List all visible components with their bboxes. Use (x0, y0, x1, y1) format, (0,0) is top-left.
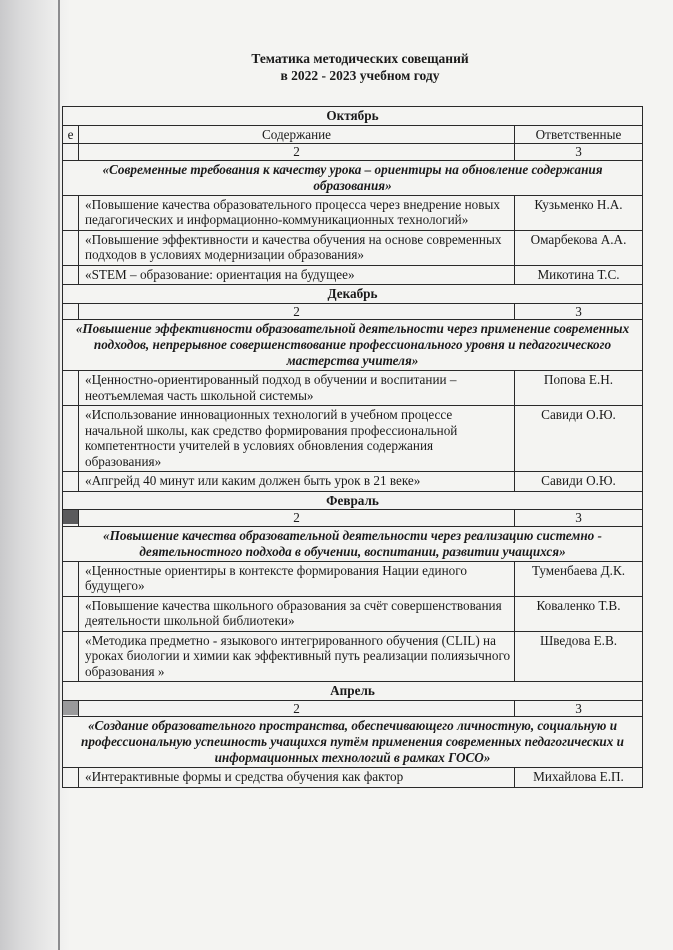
number-cell (63, 144, 79, 161)
topic-row (63, 265, 643, 285)
responsible-column-number: 3 (515, 303, 643, 320)
column-number-row (63, 700, 643, 717)
responsible-column-number: 3 (515, 510, 643, 527)
title-line-1: Тематика методических совещаний (251, 51, 469, 66)
topic-text: «Интерактивные формы и средства обучения как фактор (79, 768, 515, 788)
page-fold-line (58, 0, 60, 950)
topic-row (63, 561, 643, 596)
number-cell (63, 631, 79, 682)
topic-row (63, 230, 643, 265)
responsible-person: Туменбаева Д.К. (515, 561, 643, 596)
number-cell (63, 303, 79, 320)
responsible-person: Шведова Е.В. (515, 631, 643, 682)
topic-text: «STEM – образование: ориентация на будущее» (79, 265, 515, 285)
responsible-person: Омарбекова А.А. (515, 230, 643, 265)
topic-text: «Ценностные ориентиры в контексте формирования Нации единого будущего» (79, 561, 515, 596)
content-column-number: 2 (79, 700, 515, 717)
topic-row (63, 371, 643, 406)
column-number-row (63, 303, 643, 320)
responsible-person: Савиди О.Ю. (515, 406, 643, 472)
number-cell (63, 561, 79, 596)
number-cell (63, 265, 79, 285)
month-name: Октябрь (63, 107, 643, 126)
month-row (63, 682, 643, 701)
scan-shadow (63, 510, 78, 524)
topic-row (63, 768, 643, 788)
topic-text: «Использование инновационных технологий в учебном процессе начальной школы, как средство формирования профессиональной компетентности учителей в условиях обновления содержания образования» (79, 406, 515, 472)
topic-row (63, 195, 643, 230)
topic-text: «Ценностно-ориентированный подход в обучении и воспитании – неотъемлемая часть школьной системы» (79, 371, 515, 406)
content-column-number: 2 (79, 510, 515, 527)
responsible-person: Коваленко Т.В. (515, 596, 643, 631)
meetings-table (62, 106, 643, 788)
theme-row (63, 717, 643, 768)
content-column-header: Содержание (79, 125, 515, 144)
theme-row (63, 160, 643, 195)
month-name: Февраль (63, 491, 643, 510)
month-theme: «Современные требования к качеству урока – ориентиры на обновление содержания образования» (63, 160, 643, 195)
header-row (63, 125, 643, 144)
topic-row (63, 472, 643, 492)
number-cell (63, 195, 79, 230)
topic-text: «Методика предметно - языкового интегрированного обучения (CLIL) на уроках биологии и химии как эффективный путь реализации полиязычного образования » (79, 631, 515, 682)
number-cell (63, 406, 79, 472)
title-line-2: в 2022 - 2023 учебном году (280, 68, 440, 83)
month-theme: «Повышение эффективности образовательной деятельности через применение современных подходов, непрерывное совершенствование профессионального уровня и педагогического мастерства учителя» (63, 320, 643, 371)
theme-row (63, 526, 643, 561)
number-cell (63, 371, 79, 406)
topic-row (63, 406, 643, 472)
content-column-number: 2 (79, 303, 515, 320)
responsible-person: Кузьменко Н.А. (515, 195, 643, 230)
month-row (63, 107, 643, 126)
month-row (63, 491, 643, 510)
month-name: Декабрь (63, 285, 643, 304)
number-cell (63, 510, 79, 527)
responsible-column-number: 3 (515, 700, 643, 717)
number-cell (63, 768, 79, 788)
topic-text: «Повышение эффективности и качества обучения на основе современных подходов в условиях модернизации образования» (79, 230, 515, 265)
topic-text: «Повышение качества школьного образования за счёт совершенствования деятельности школьной библиотеки» (79, 596, 515, 631)
topic-text: «Повышение качества образовательного процесса через внедрение новых педагогических и информационно-коммуникационных технологий» (79, 195, 515, 230)
number-column-header: е (63, 125, 79, 144)
responsible-column-number: 3 (515, 144, 643, 161)
number-cell (63, 472, 79, 492)
month-theme: «Повышение качества образовательной деятельности через реализацию системно - деятельностного подхода в обучении, воспитании, развитии учащихся» (63, 526, 643, 561)
column-number-row (63, 144, 643, 161)
responsible-person: Попова Е.Н. (515, 371, 643, 406)
month-name: Апрель (63, 682, 643, 701)
document-title (160, 50, 560, 84)
number-cell (63, 230, 79, 265)
responsible-column-header: Ответственные (515, 125, 643, 144)
topic-row (63, 631, 643, 682)
theme-row (63, 320, 643, 371)
number-cell (63, 700, 79, 717)
number-cell (63, 596, 79, 631)
column-number-row (63, 510, 643, 527)
topic-row (63, 596, 643, 631)
responsible-person: Михайлова Е.П. (515, 768, 643, 788)
content-column-number: 2 (79, 144, 515, 161)
responsible-person: Савиди О.Ю. (515, 472, 643, 492)
topic-text: «Апгрейд 40 минут или каким должен быть урок в 21 веке» (79, 472, 515, 492)
scan-shadow (63, 701, 78, 715)
month-row (63, 285, 643, 304)
responsible-person: Микотина Т.С. (515, 265, 643, 285)
month-theme: «Создание образовательного пространства, обеспечивающего личностную, социальную и профессиональную успешность учащихся путём применения современных педагогических и информационных технологий в рамках ГОСО» (63, 717, 643, 768)
